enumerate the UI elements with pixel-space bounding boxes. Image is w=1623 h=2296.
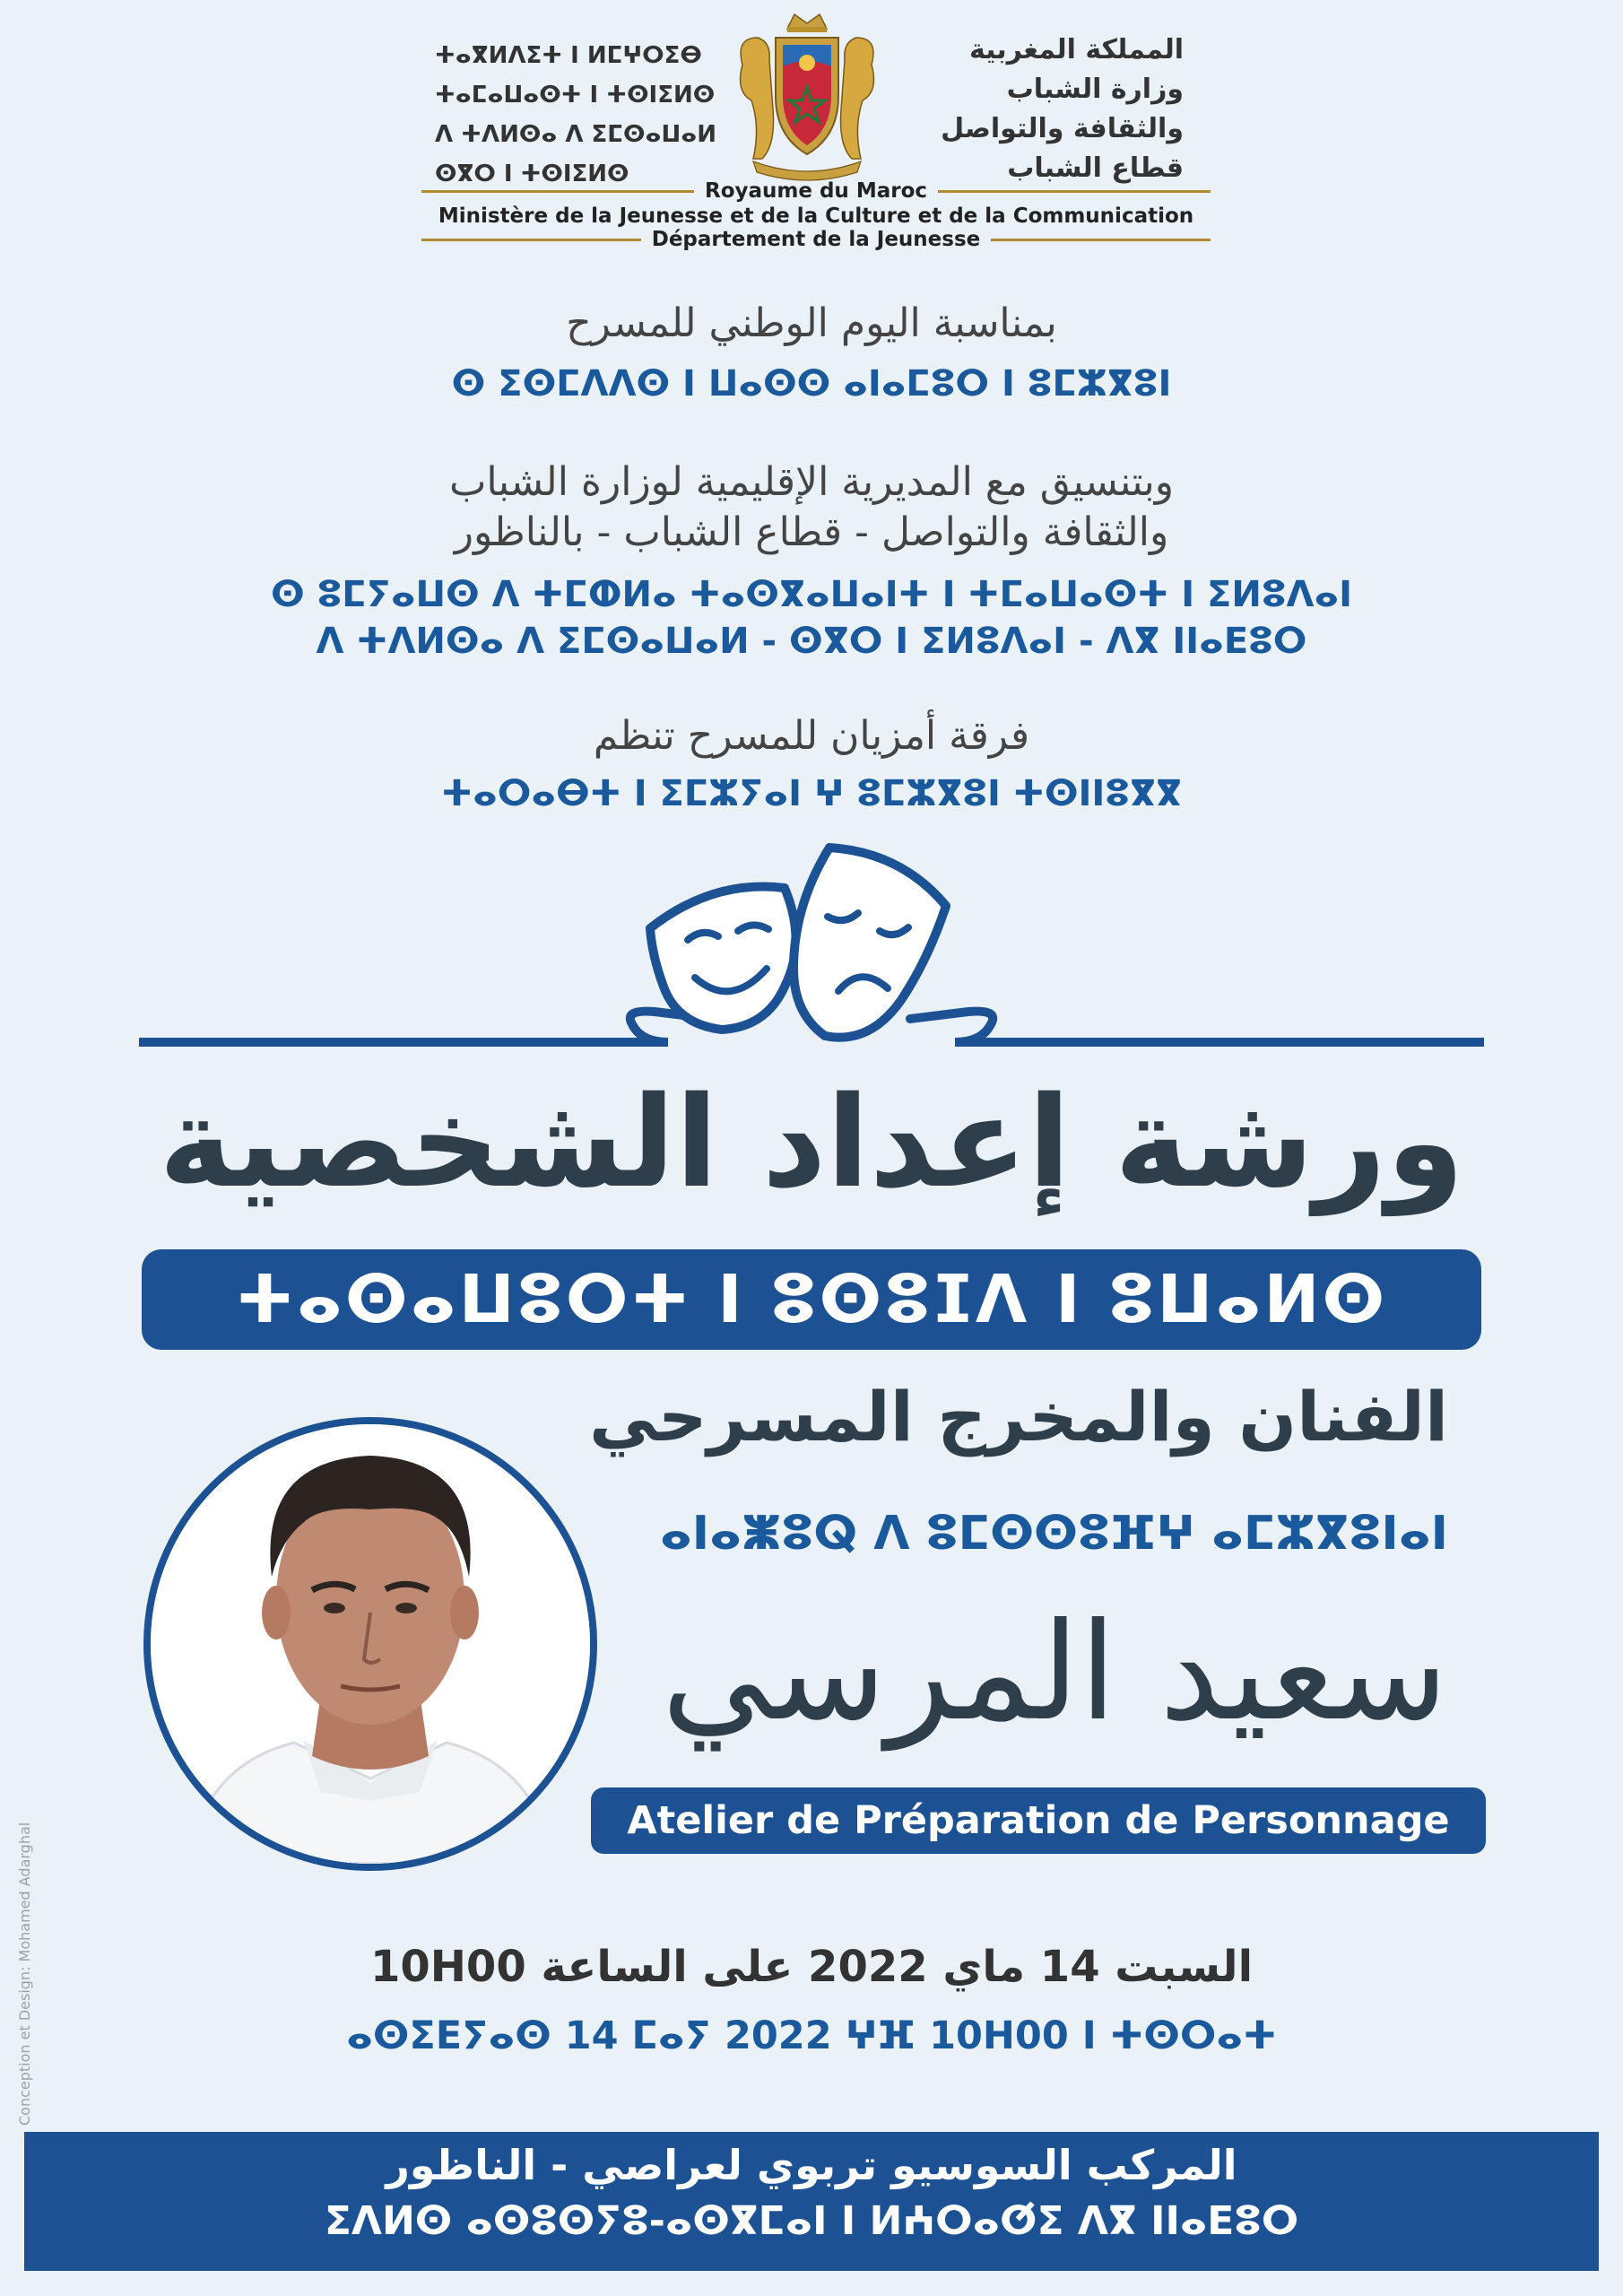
date-tifinagh: ⴰⵙⵉⴹⵢⴰⵙ 14 ⵎⴰⵢ 2022 ⵖⴼ 10H00 ⵏ ⵜⵙⵔⴰⵜ [346, 2013, 1277, 2058]
artist-photo-illustration [151, 1424, 590, 1864]
gold-rule [421, 239, 641, 241]
gold-rule [938, 190, 1211, 193]
workshop-title-french-pill: Atelier de Préparation de Personnage [591, 1787, 1486, 1854]
organizer-arabic: فرقة أمزيان للمسرح تنظم [593, 713, 1030, 759]
department-label: Département de la Jeunesse [651, 228, 981, 251]
moroccan-coat-of-arms-emblem [726, 11, 888, 181]
header-ar-line: والثقافة والتواصل [941, 113, 1184, 144]
venue-banner [24, 2132, 1599, 2271]
comedy-mask-icon [650, 886, 796, 1030]
header-tifinagh-block [435, 36, 722, 194]
organizer-tifinagh: ⵜⴰⵔⴰⴱⵜ ⵏ ⵉⵎⵣⵢⴰⵏ ⵖ ⵓⵎⵣⴳⵓⵏ ⵜⵙⵏⵏⵓⴳⴳ [441, 773, 1182, 814]
ministry-label: Ministère de la Jeunesse et de la Culture et de la Communication [438, 204, 1194, 228]
header-ar-line: وزارة الشباب [1006, 74, 1184, 105]
artist-name-arabic: سعيد المرسي [661, 1595, 1448, 1751]
venue-arabic: المركب السوسيو تربوي لعراصي - الناظور [386, 2141, 1237, 2189]
artist-role-arabic: الفنان والمخرج المسرحي [588, 1377, 1448, 1457]
gold-rule [991, 239, 1211, 241]
header-arabic-block [906, 30, 1184, 188]
tragedy-mask-icon [794, 848, 946, 1038]
coordination-tifinagh-line-2: ⴷ ⵜⴷⵍⵙⴰ ⴷ ⵉⵎⵙⴰⵡⴰⵍ - ⵙⴳⵔ ⵏ ⵉⵍⵓⴷⴰⵏ - ⴷⴳ ⵏⵏⴰⴹⵓⵔ [316, 621, 1307, 662]
workshop-title-tifinagh-banner: ⵜⴰⵙⴰⵡⵓⵔⵜ ⵏ ⵓⵙⵓⵊⴷ ⵏ ⵓⵡⴰⵍⵙ [142, 1249, 1481, 1350]
header-tif-line: ⴷ ⵜⴷⵍⵙⴰ ⴷ ⵉⵎⵙⴰⵡⴰⵍ [435, 121, 716, 148]
coordination-tifinagh-line-1: ⵙ ⵓⵎⵢⴰⵡⵙ ⴷ ⵜⵎⵀⵍⴰ ⵜⴰⵙⴳⴰⵡⴰⵏⵜ ⵏ ⵜⵎⴰⵡⴰⵙⵜ ⵏ ⵉⵍⵓⴷⴰⵏ [271, 574, 1352, 615]
header-tif-line: ⵜⴰⴳⵍⴷⵉⵜ ⵏ ⵍⵎⵖⵔⵉⴱ [435, 42, 702, 69]
kingdom-row [421, 179, 1211, 203]
header-ar-line: قطاع الشباب [1007, 152, 1184, 184]
department-row [421, 228, 1211, 251]
artist-portrait [143, 1417, 597, 1871]
coordination-arabic-line-2: والثقافة والتواصل - قطاع الشباب - بالناظور [454, 509, 1169, 555]
artist-role-tifinagh: ⴰⵏⴰⵥⵓⵕ ⴷ ⵓⵎⵙⵙⵓⴼⵖ ⴰⵎⵣⴳⵓⵏⴰⵏ [659, 1507, 1448, 1561]
occasion-tifinagh: ⵙ ⵉⵙⵎⴷⴷⵙ ⵏ ⵡⴰⵙⵙ ⴰⵏⴰⵎⵓⵔ ⵏ ⵓⵎⵣⴳⵓⵏ [451, 363, 1172, 404]
header-ar-line: المملكة المغربية [968, 34, 1184, 65]
header-tif-line: ⵙⴳⵔ ⵏ ⵜⵙⵏⵉⵍⵙ [435, 161, 629, 187]
design-credit: Conception et Design: Mohamed Adarghal [16, 1822, 33, 2126]
header-french-block [421, 179, 1211, 251]
workshop-title-arabic: ورشة إعداد الشخصية [159, 1070, 1464, 1216]
gold-rule [421, 190, 694, 193]
occasion-arabic: بمناسبة اليوم الوطني للمسرح [566, 300, 1057, 346]
coordination-arabic-line-1: وبتنسيق مع المديرية الإقليمية لوزارة الشباب [448, 459, 1175, 505]
venue-tifinagh: ⵉⴷⵍⵙ ⴰⵙⵓⵙⵢⵓ-ⴰⵙⴳⵎⴰⵏ ⵏ ⵍⵄⵔⴰⵚⵉ ⴷⴳ ⵏⵏⴰⴹⵓⵔ [324, 2198, 1299, 2244]
header-tif-line: ⵜⴰⵎⴰⵡⴰⵙⵜ ⵏ ⵜⵙⵏⵉⵍⵙ [435, 82, 716, 109]
date-arabic: السبت 14 ماي 2022 على الساعة 10H00 [369, 1942, 1254, 1992]
kingdom-label: Royaume du Maroc [705, 179, 928, 203]
theater-masks-divider [139, 834, 1484, 1067]
